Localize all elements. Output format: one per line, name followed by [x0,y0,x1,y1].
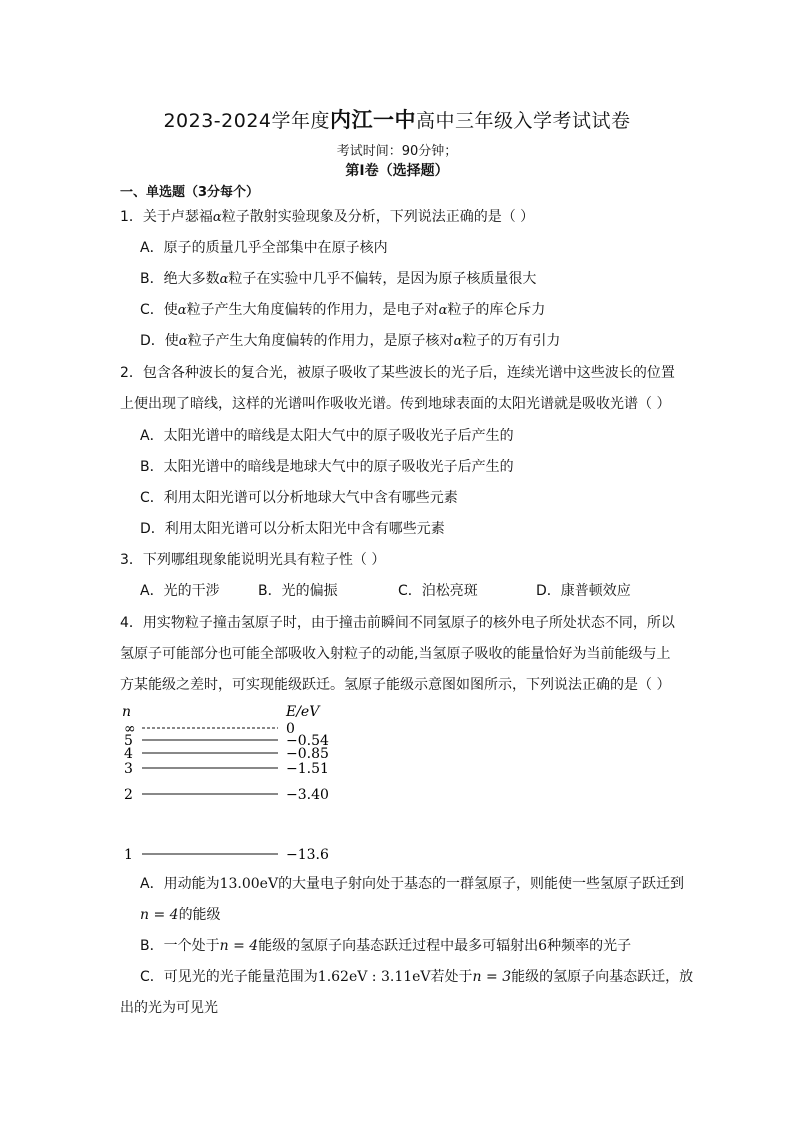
q4-option-c-line2: 出的光为可见光 [120,1000,218,1016]
q1-c-part: C．使 [140,302,178,318]
energy-axis-label-text: E/eV [286,704,320,720]
level-n-label: 1 [124,847,133,863]
level-energy-label: 0 [286,721,295,737]
q4-b-count: 6 [538,938,548,954]
q4-c-part: 能级的氢原子向基态跃迁，放 [511,969,694,985]
q3-option-b: B．光的偏振 [258,583,338,599]
q2-option-a: A．太阳光谱中的暗线是太阳大气中的原子吸收光子后产生的 [140,428,514,444]
q1-stem-part: 粒子散射实验现象及分析，下列说法正确的是（ ） [221,209,535,225]
title-rest: 高中三年级入学考试试卷 [416,110,631,132]
q1-c-part: 粒子产生大角度偏转的作用力，是电子对 [186,302,439,318]
q4-b-part: 能级的氢原子向基态跃迁过程中最多可辐射出 [258,938,539,954]
section-heading: 一、单选题（3分每个） [120,185,260,200]
title-year: 2023-2024学年度 [163,110,331,132]
school-name: 内江一中 [330,108,417,132]
alpha-symbol: α [438,303,448,318]
q4-b-part: B．一个处于 [140,938,220,954]
q1-d-part: 粒子产生大角度偏转的作用力，是原子核对 [187,333,454,349]
level-energy-label: −13.6 [286,847,329,863]
q2-option-d: D．利用太阳光谱可以分析太阳光中含有哪些元素 [140,521,445,537]
question-2-stem-line2: 上便出现了暗线，这样的光谱叫作吸收光谱。传到地球表面的太阳光谱就是吸收光谱（ ） [120,396,671,412]
level-energy-label: −0.54 [286,733,329,749]
q1-d-part: 粒子的万有引力 [462,333,561,349]
level-n-label: ∞ [124,721,136,737]
q4-c-part: C．可见光的光子能量范围为 [140,969,318,985]
exam-time: 考试时间：90分钟； [336,144,458,159]
energy-levels [124,721,329,863]
q4-option-a-line2 [140,904,221,924]
question-3-stem: 3．下列哪组现象能说明光具有粒子性（ ） [120,552,386,568]
alpha-symbol: α [453,334,463,349]
level-energy-label: −1.51 [286,761,329,777]
question-1-stem [120,206,534,226]
level-n-label: 2 [124,787,133,803]
q4-b-part: 种频率的光子 [547,938,632,954]
q4-a-part: 的大量电子射向处于基态的一群氢原子，则能使一些氢原子跃迁到 [278,876,685,892]
q1-b-part: B．绝大多数 [140,271,220,287]
question-4-stem-line1: 4．用实物粒子撞击氢原子时，由于撞击前瞬间不同氢原子的核外电子所处状态不同，所以 [120,615,675,631]
q1-option-b [140,268,536,288]
q4-b-level: n = 4 [219,938,259,954]
q2-option-c: C．利用太阳光谱可以分析地球大气中含有哪些元素 [140,490,458,506]
q3-option-a: A．光的干涉 [140,583,220,599]
q3-option-d: D．康普顿效应 [536,583,631,599]
q4-option-a-line1 [140,873,684,893]
q4-a-part: A．用动能为 [140,876,220,892]
n-axis-label: n [122,704,132,720]
question-2-stem-line1: 2．包含各种波长的复合光，被原子吸收了某些波长的光子后，连续光谱中这些波长的位置 [120,365,675,381]
q4-c-range: 1.62eV : 3.11eV [317,969,431,985]
q1-b-part: 粒子在实验中几乎不偏转，是因为原子核质量很大 [228,271,537,287]
level-n-label: 4 [124,746,133,762]
q4-a-level: n = 4 [140,907,179,923]
q2-option-b: B．太阳光谱中的暗线是地球大气中的原子吸收光子后产生的 [140,459,514,475]
q1-stem-part: 1．关于卢瑟福 [120,209,213,225]
alpha-symbol: α [219,272,229,287]
q1-option-c [140,299,545,319]
exam-title [0,104,794,134]
question-4-stem-line3: 方某能级之差时，可实现能级跃迁。氢原子能级示意图如图所示，下列说法正确的是（ ） [120,677,671,693]
q1-option-a: A．原子的质量几乎全部集中在原子核内 [140,240,388,256]
level-energy-label: −0.85 [286,746,329,762]
q4-a-part: 的能级 [178,907,221,923]
q4-c-level: n = 3 [472,969,512,985]
q4-option-b [140,935,631,955]
level-energy-label: −3.40 [286,787,329,803]
alpha-symbol: α [178,334,188,349]
q4-a-energy: 13.00eV [219,876,279,892]
q3-option-c: C．泊松亮斑 [398,583,478,599]
energy-level-diagram [118,702,358,867]
level-n-label: 3 [124,761,133,777]
energy-axis-label [285,704,321,720]
volume-heading: 第I卷（选择题） [345,163,449,179]
q4-c-part: 若处于 [430,969,473,985]
alpha-symbol: α [177,303,187,318]
q4-option-c-line1 [140,966,693,986]
q3-options [140,580,631,600]
alpha-symbol: α [212,210,222,225]
q1-c-part: 粒子的库仑斥力 [447,302,546,318]
q1-d-part: D．使 [140,333,179,349]
q1-option-d [140,330,560,350]
question-4-stem-line2: 氢原子可能部分也可能全部吸收入射粒子的动能,当氢原子吸收的能量恰好为当前能级与上 [120,646,671,662]
level-n-label: 5 [124,733,133,749]
